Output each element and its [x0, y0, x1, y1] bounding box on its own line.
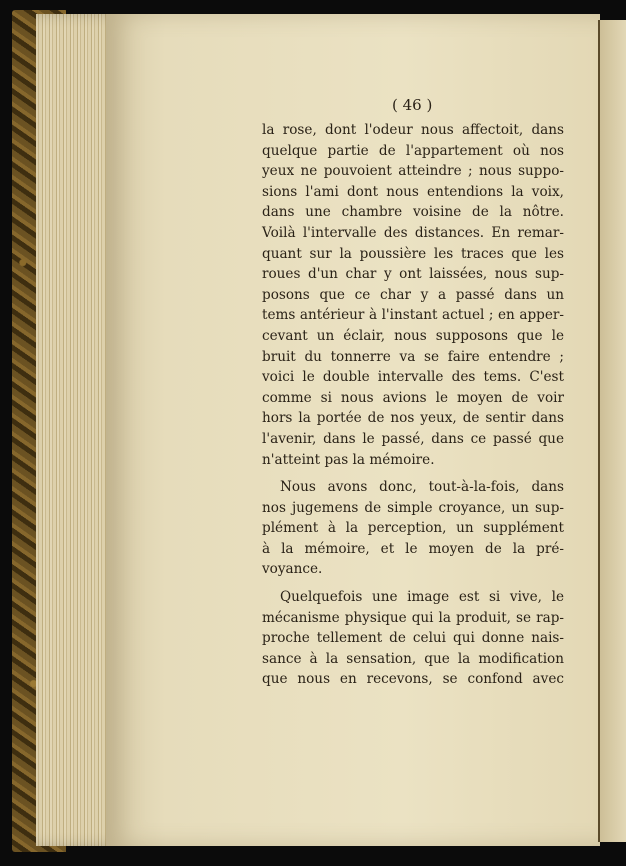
paragraph-3 — [262, 587, 564, 690]
text-line: la rose, dont l'odeur nous affectoit, dans — [262, 122, 564, 138]
text-line: à la mémoire, et le moyen de la pré- — [262, 540, 564, 557]
text-line: bruit du tonnerre va se faire entendre ; — [262, 348, 564, 365]
text-line: voyance. — [262, 561, 323, 578]
text-line: sions l'ami dont nous entendions la voix, — [262, 183, 564, 200]
text-line: voici le double intervalle des tems. C'est — [262, 369, 564, 386]
text-line: posons que ce char y a passé dans un — [262, 286, 564, 303]
page-number: ( 46 ) — [392, 96, 433, 114]
text-line: comme si nous avions le moyen de voir — [262, 389, 564, 406]
text-line: n'atteint pas la mémoire. — [262, 451, 435, 468]
text-line: Nous avons donc, tout-à-la-fois, dans — [280, 479, 564, 496]
text-line: cevant un éclair, nous supposons que le — [262, 327, 564, 344]
text-line: quant sur la poussière les traces que les — [262, 245, 564, 262]
text-line: tems antérieur à l'instant actuel ; en apper- — [262, 307, 564, 324]
text-line: plément à la perception, un supplément — [262, 520, 564, 537]
text-line: mécanisme physique qui la produit, se rap- — [262, 609, 564, 626]
text-line: nos jugemens de simple croyance, un sup- — [262, 499, 564, 516]
text-line: sance à la sensation, que la modification — [262, 650, 564, 667]
text-line: dans une chambre voisine de la nôtre. — [262, 204, 564, 221]
text-line: Voilà l'intervalle des distances. En remar- — [262, 224, 564, 241]
paragraph-1 — [262, 120, 564, 470]
text-line: Quelquefois une image est si vive, le — [280, 589, 564, 606]
text-line: roues d'un char y ont laissées, nous sup- — [262, 266, 564, 283]
paragraph-2 — [262, 477, 564, 580]
text-line: proche tellement de celui qui donne nais- — [262, 630, 564, 647]
facing-page-edge — [598, 20, 626, 842]
page-text — [262, 94, 564, 690]
text-line: l'avenir, dans le passé, dans ce passé que — [262, 430, 564, 447]
text-line: quelque partie de l'appartement où nos — [262, 142, 564, 159]
text-line: hors la portée de nos yeux, de sentir dans — [262, 410, 564, 427]
text-line: que nous en recevons, se confond avec — [262, 671, 564, 688]
text-line: yeux ne pouvoient atteindre ; nous suppo- — [262, 163, 564, 180]
